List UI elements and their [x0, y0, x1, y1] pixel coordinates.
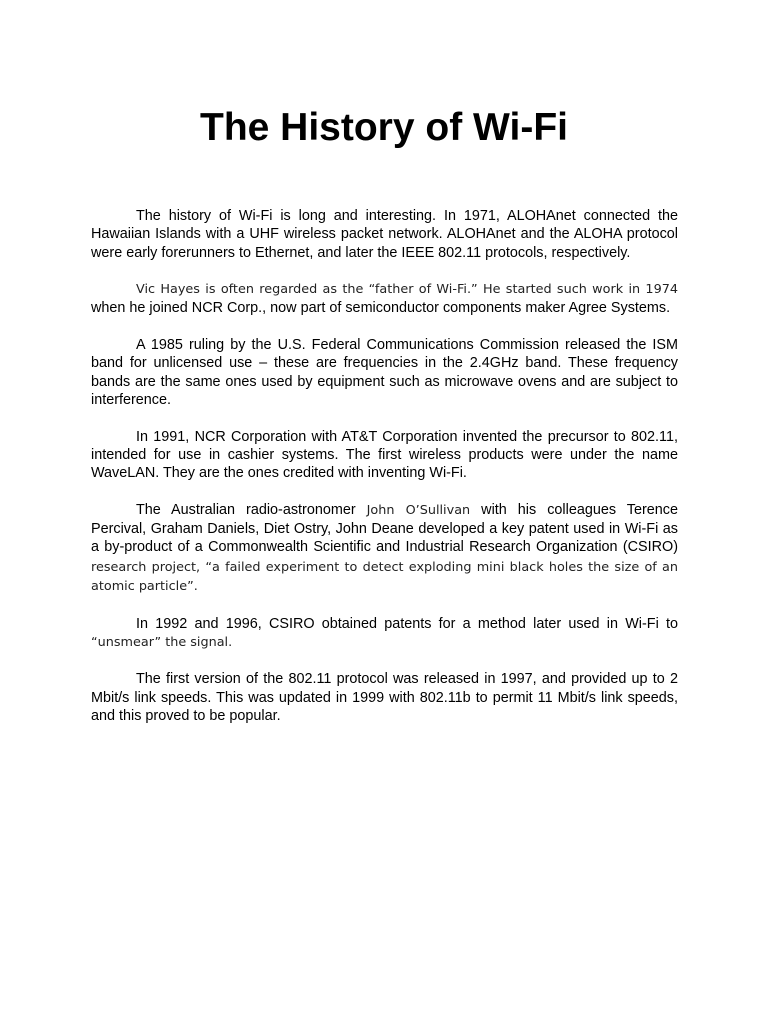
document-body — [91, 207, 678, 744]
paragraph-fcc-ruling: A 1985 ruling by the U.S. Federal Communications Commission released the ISM band for unlicensed use – these are frequencies in the 2.4GHz band. These frequency bands are the same ones used by equipment such as microwave ovens and are subject to interference. — [91, 337, 678, 408]
paragraph-vic-hayes-lead: Vic Hayes is often regarded as the “father of Wi-Fi.” He started such work in 1974 — [136, 282, 678, 298]
paragraph-csiro-name: John O’Sullivan — [366, 502, 471, 518]
paragraph-csiro-quote: research project, “a failed experiment to detect exploding mini black holes the size of an atomic particle”. — [91, 559, 678, 594]
paragraph-csiro-middle: with his colleagues Terence Percival, Graham Daniels, Diet Ostry, John Deane developed a key patent used in Wi-Fi as a by-product of a Commonwealth Scientific and Industrial Research Organization (CSIRO) — [91, 501, 678, 556]
paragraph-patents — [91, 615, 678, 653]
paragraph-ncr-wavelan: In 1991, NCR Corporation with AT&T Corporation invented the precursor to 802.11, intended for use in cashier systems. The first wireless products were under the name WaveLAN. They are the ones credited with inventing Wi-Fi. — [91, 428, 678, 482]
paragraph-vic-hayes — [91, 280, 678, 318]
paragraph-vic-hayes-rest: when he joined NCR Corp., now part of semiconductor components maker Agree Systems. — [91, 300, 671, 317]
paragraph-patents-lead: In 1992 and 1996, CSIRO obtained patents for a method later used in Wi-Fi to — [136, 615, 678, 632]
paragraph-csiro-lead: The Australian radio-astronomer — [136, 501, 367, 518]
paragraph-patents-tail: “unsmear” the signal. — [91, 634, 233, 650]
paragraph-80211-versions: The first version of the 802.11 protocol was released in 1997, and provided up to 2 Mbit/s link speeds. This was updated in 1999 with 802.11b to permit 11 Mbit/s link speeds, and this proved to be popular. — [91, 671, 678, 725]
document-title: The History of Wi-Fi — [200, 106, 568, 149]
paragraph-aloha: The history of Wi-Fi is long and interesting. In 1971, ALOHAnet connected the Hawaiian Islands with a UHF wireless packet network. ALOHAnet and the ALOHA protocol were early forerunners to Ethernet, and later the IEEE 802.11 protocols, respectively. — [91, 208, 678, 261]
paragraph-csiro — [91, 501, 678, 596]
